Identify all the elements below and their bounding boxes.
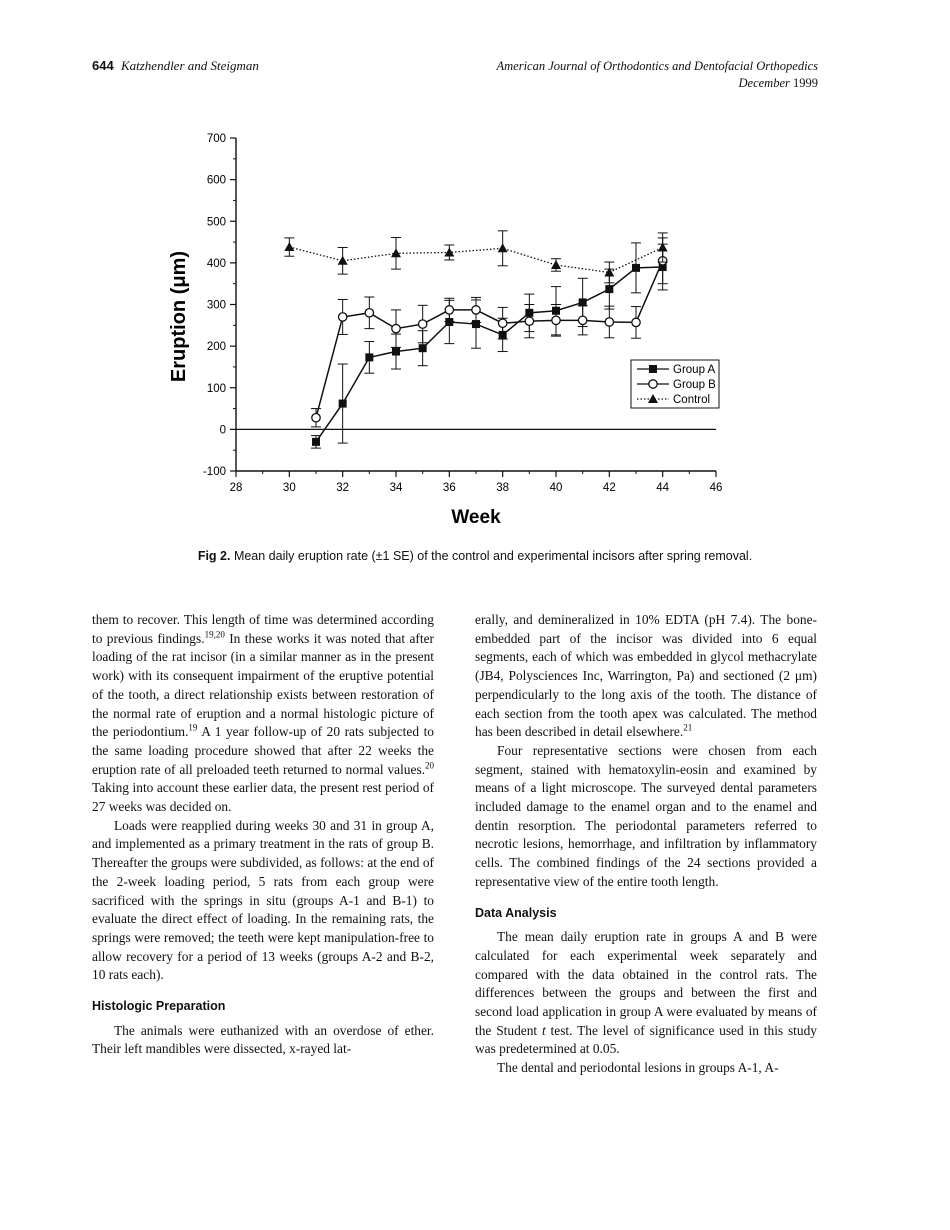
- legend-label: Group A: [673, 364, 716, 376]
- x-tick-label: 42: [602, 482, 616, 494]
- figure-label: Fig 2.: [197, 549, 231, 563]
- data-point: [365, 309, 373, 317]
- data-point: [392, 324, 400, 332]
- issue-month: December: [738, 76, 790, 90]
- x-axis-label: Week: [451, 507, 501, 528]
- data-point: [605, 285, 613, 293]
- data-point: [445, 306, 453, 314]
- text-run: them to recover. This length of time was determined according to previous findings.: [92, 612, 434, 646]
- y-tick-label: 200: [206, 341, 226, 354]
- data-point: [338, 313, 346, 321]
- x-tick-label: 34: [389, 482, 403, 494]
- data-point: [551, 260, 561, 269]
- data-point: [392, 348, 400, 356]
- y-tick-label: 600: [206, 174, 226, 187]
- citation-ref: 19,20: [204, 629, 225, 640]
- x-tick-label: 30: [282, 482, 296, 494]
- data-point: [579, 298, 587, 306]
- italic-t: t: [541, 1022, 546, 1038]
- data-point: [552, 316, 560, 324]
- data-point: [649, 365, 657, 373]
- left-column: [92, 611, 434, 1059]
- data-point: [339, 400, 347, 408]
- data-point: [419, 344, 427, 352]
- data-point: [312, 414, 320, 422]
- y-axis-label: Eruption (μm): [168, 250, 190, 383]
- text-run: In these works it was noted that after loading of the rat incisor (in a similar manner as in the present work) with its consequent impairment of the eruptive potential of the tooth, a direct relationship exists between restoration of the normal rate of eruption and a normal histologic picture of the periodontium.: [92, 630, 434, 740]
- y-tick-label: -100: [202, 466, 226, 478]
- right-column: [475, 611, 817, 1078]
- series-group-a: [311, 243, 668, 448]
- data-point: [578, 316, 586, 324]
- data-point: [498, 243, 508, 252]
- right-paragraph-2: Four representative sections were chosen from each segment, stained with hematoxylin-eosin and examined by means of a light microscope. The surveyed dental parameters included damage to the enamel organ and to the enamel and dentin resorption. The periodontal parameters referred to necrotic lesions, hemorrhage, and infiltration by inflammatory cells. The combined findings of the 24 sections provided a representative view of the entire tooth length.: [475, 742, 817, 889]
- x-tick-label: 46: [709, 482, 723, 494]
- y-tick-label: 700: [206, 133, 226, 145]
- x-tick-label: 36: [442, 482, 456, 494]
- journal-name: American Journal of Orthodontics and Dentofacial Orthopedics: [496, 59, 818, 73]
- x-tick-label: 32: [336, 482, 350, 494]
- legend-label: Control: [673, 394, 711, 406]
- data-point: [418, 320, 426, 328]
- x-tick-label: 44: [656, 482, 670, 494]
- issue-year: 1999: [793, 76, 818, 90]
- figure-caption: [0, 549, 950, 563]
- x-tick-label: 40: [549, 482, 563, 494]
- running-authors: Katzhendler and Steigman: [120, 58, 259, 73]
- left-paragraph-3: The animals were euthanized with an overdose of ether. Their left mandibles were dissected, x-rayed lat-: [92, 1022, 434, 1057]
- text-run: test. The level of significance used in this study was predetermined at 0.05.: [475, 1022, 817, 1057]
- citation-ref: 21: [683, 722, 693, 733]
- x-tick-label: 28: [229, 482, 243, 494]
- y-tick-label: 300: [206, 299, 226, 312]
- text-run: The mean daily eruption rate in groups A and B were calculated for each experimental week separately and compared with the data obtained in the control rats. The differences between the groups and between the first and second load application in group A were evaluated by means of the Student: [475, 929, 817, 1038]
- y-tick-label: 400: [206, 257, 226, 270]
- y-tick-label: 500: [206, 216, 226, 229]
- data-point: [632, 264, 640, 272]
- chart-legend: [631, 360, 719, 408]
- legend-label: Group B: [673, 379, 716, 391]
- right-paragraph-3: [475, 928, 817, 1059]
- data-point: [649, 380, 657, 388]
- right-paragraph-4: The dental and periodontal lesions in groups A-1, A-: [497, 1060, 779, 1076]
- y-tick-label: 0: [219, 424, 226, 437]
- data-point: [632, 318, 640, 326]
- citation-ref: 20: [425, 760, 434, 771]
- eruption-chart: [0, 0, 950, 545]
- text-run: Taking into account these earlier data, the present rest period of 27 weeks was decided on.: [92, 780, 434, 815]
- left-paragraph-2: Loads were reapplied during weeks 30 and 31 in group A, and implemented as a primary treatment in the rats of group B. Thereafter the groups were subdivided, as follows: at the end of the 2-week loading period, 5 rats from each group were sacrificed with the springs in situ (groups A-1 and B-1) to evaluate the direct effect of loading. In the remaining rats, the springs were removed; the teeth were kept manipulation-free to allow recovery for a period of 13 weeks (groups A-2 and B-2, 10 rats each).: [92, 817, 434, 983]
- data-point: [525, 317, 533, 325]
- data-point: [338, 256, 348, 265]
- citation-ref: 19: [188, 722, 198, 733]
- section-heading-data-analysis: Data Analysis: [475, 905, 557, 920]
- y-tick-label: 100: [206, 382, 226, 395]
- figure-caption-text: Mean daily eruption rate (±1 SE) of the control and experimental incisors after spring removal.: [230, 549, 753, 563]
- section-heading-histologic: Histologic Preparation: [92, 999, 226, 1014]
- series-line: [316, 261, 663, 418]
- data-point: [365, 353, 373, 361]
- page-number: 644: [92, 58, 114, 73]
- x-tick-label: 38: [496, 482, 510, 494]
- left-paragraph-1: [92, 611, 434, 817]
- data-point: [312, 438, 320, 446]
- series-control: [284, 231, 667, 283]
- data-point: [284, 242, 294, 251]
- right-paragraph-1: [475, 611, 817, 742]
- data-point: [605, 318, 613, 326]
- series-group-b: [311, 238, 668, 427]
- data-point: [472, 306, 480, 314]
- text-run: A 1 year follow-up of 20 rats subjected to the same loading procedure showed that after 22 weeks the eruption rate of all preloaded teeth returned to normal values.: [92, 724, 434, 777]
- text-run: erally, and demineralized in 10% EDTA (pH 7.4). The bone-embedded part of the incisor was divided into 6 equal segments, each of which was embedded in glycol methacrylate (JB4, Polysciences Inc, Warrington, Pa) and sectioned (2 μm) perpendicularly to the long axis of the tooth. The distance of each section from the tooth apex was calculated. The method has been described in detail elsewhere.: [475, 612, 817, 740]
- data-point: [498, 319, 506, 327]
